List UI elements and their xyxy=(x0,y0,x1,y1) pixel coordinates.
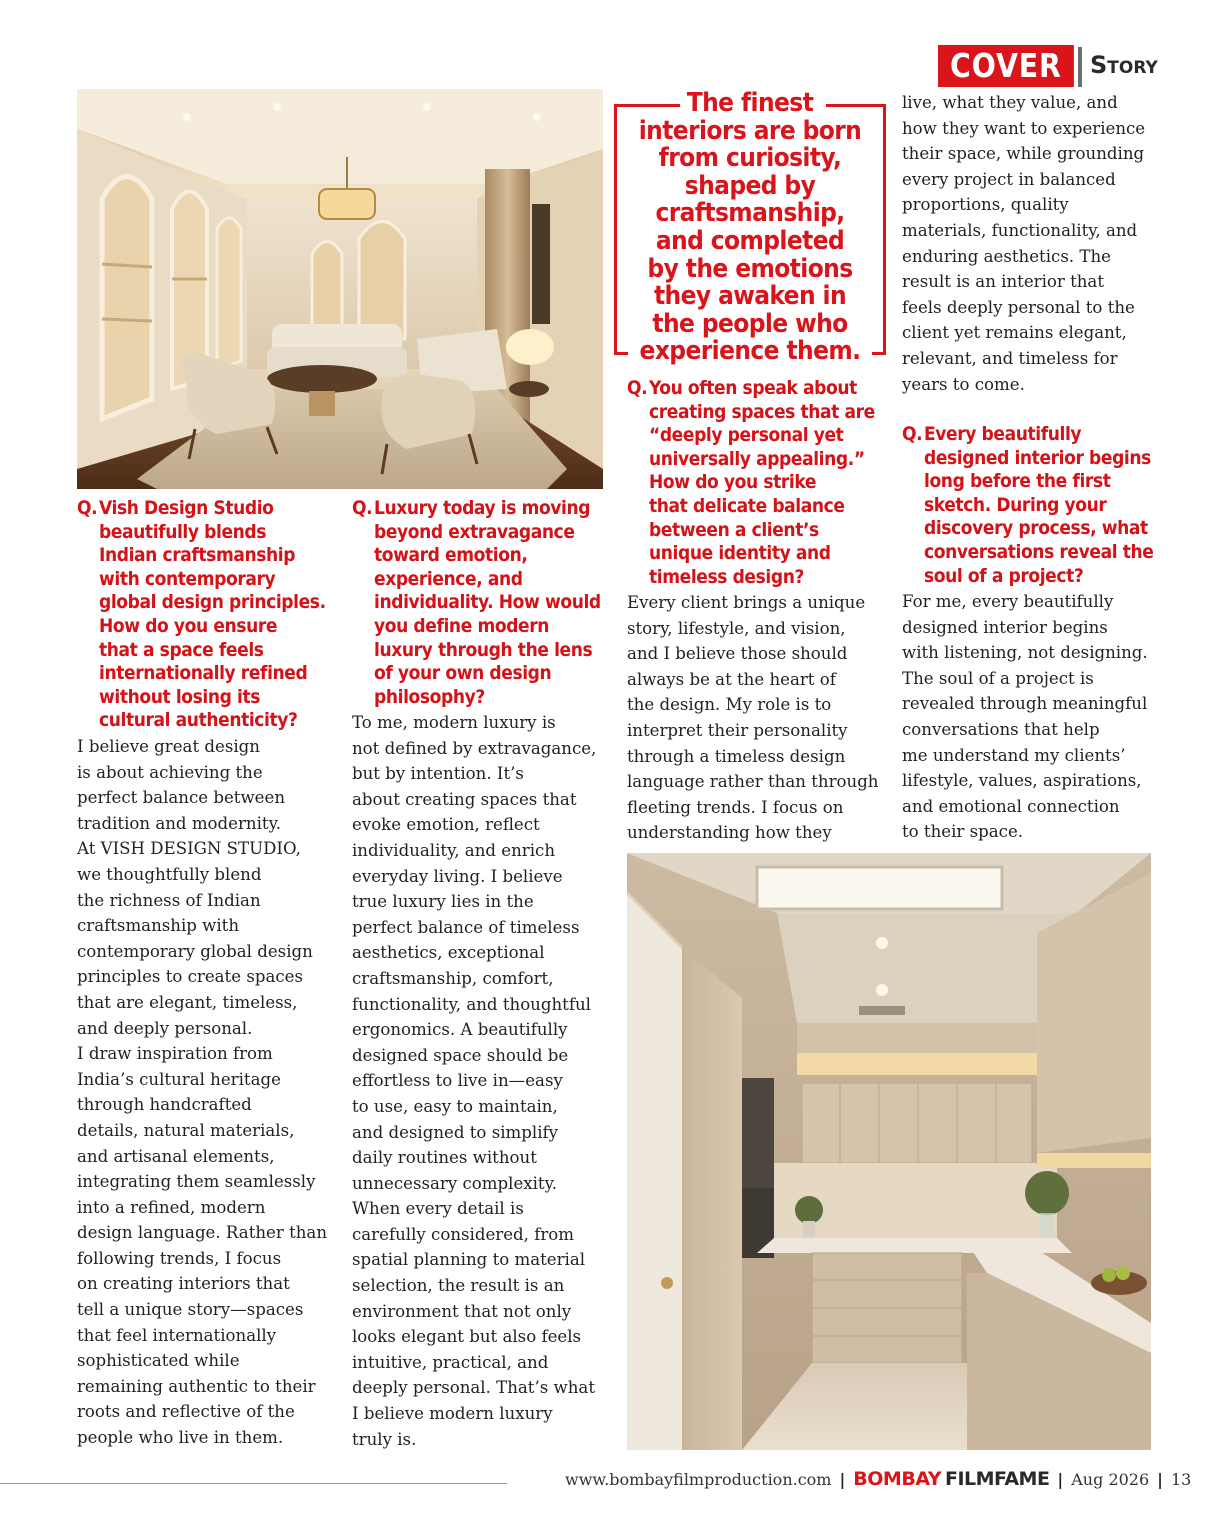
pull-quote xyxy=(614,88,886,367)
section-sub-label: Story xyxy=(1090,51,1158,79)
question-3: Q. You often speak about creating spaces that are “deeply personal yet universally appealing.” How do you strike that delicate balance between a client’s unique identity and timeless design? xyxy=(627,377,875,588)
footer xyxy=(565,1468,1191,1490)
answer-1: I believe great design is about achieving the perfect balance between tradition and modernity. At VISH DESIGN STUDIO, we thoughtfully blend the richness of Indian craftsmanship with contemporary global design principles to create spaces that are elegant, timeless, and deeply personal. I draw inspiration from India’s cultural heritage through handcrafted details, natural materials, and artisanal elements, integrating them seamlessly into a refined, modern design language. Rather than following trends, I focus on creating interiors that tell a unique story—spaces that feel internationally sophisticated while remaining authentic to their roots and reflective of the people who live in them. xyxy=(77,737,328,1448)
footer-website: www.bombayfilmproduction.com xyxy=(565,1469,832,1489)
footer-separator: | xyxy=(839,1469,846,1489)
question-label: Q. xyxy=(902,423,923,445)
section-label: COVER xyxy=(938,45,1074,87)
footer-brand-b: FILMFAME xyxy=(944,1468,1050,1490)
question-label: Q. xyxy=(627,377,648,399)
footer-separator: | xyxy=(1057,1469,1064,1489)
kitchen-photo xyxy=(627,853,1151,1450)
question-label: Q. xyxy=(77,497,98,519)
answer-2: To me, modern luxury is not defined by extravagance, but by intention. It’s about creating spaces that evoke emotion, reflect individuality, and enrich everyday living. I believe true luxury lies in the perfect balance of timeless aesthetics, exceptional craftsmanship, comfort, functionality, and thoughtful ergonomics. A beautifully designed space should be effortless to live in—easy to use, easy to maintain, and designed to simplify daily routines without unnecessary complexity. When every detail is carefully considered, from spatial planning to material selection, the result is an environment that not only looks elegant but also feels intuitive, practical, and deeply personal. That’s what I believe modern luxury truly is. xyxy=(352,713,597,1449)
footer-brand-a: BOMBAY xyxy=(853,1468,941,1490)
living-room-photo xyxy=(77,89,603,489)
section-tag xyxy=(938,45,1158,87)
section-divider xyxy=(1078,47,1082,87)
footer-separator: | xyxy=(1157,1469,1163,1489)
question-1: Q. Vish Design Studio beautifully blends Indian craftsmanship with contemporary global design principles. How do you ensure that a space feels internationally refined without losing its cultural authenticity? xyxy=(77,497,326,732)
answer-3: Every client brings a unique story, lifestyle, and vision, and I believe those should always be at the heart of the design. My role is to interpret their personality through a timeless design language rather than through fleeting trends. I focus on understanding how they xyxy=(627,593,879,843)
pull-quote-text: The finest interiors are born from curiosity, shaped by craftsmanship, and completed by the emotions they awaken in the people who experience them. xyxy=(638,88,862,367)
question-label: Q. xyxy=(352,497,373,519)
answer-3-continued: live, what they value, and how they want to experience their space, while grounding every project in balanced proportions, quality materials, functionality, and enduring aesthetics. The result is an interior that feels deeply personal to the client yet remains elegant, relevant, and timeless for years to come. xyxy=(902,93,1146,394)
footer-rule xyxy=(0,1483,507,1484)
answer-4: For me, every beautifully designed interior begins with listening, not designing. The soul of a project is revealed through meaningful conversations that help me understand my clients’ lifestyle, values, aspirations, and emotional connection to their space. xyxy=(902,592,1148,842)
question-2: Q. Luxury today is moving beyond extravagance toward emotion, experience, and individuality. How would you define modern luxury through the lens of your own design philosophy? xyxy=(352,497,601,708)
question-4: Q. Every beautifully designed interior begins long before the first sketch. During your discovery process, what conversations reveal the soul of a project? xyxy=(902,423,1154,587)
footer-issue: Aug 2026 xyxy=(1071,1469,1150,1489)
footer-page-number: 13 xyxy=(1170,1469,1192,1489)
